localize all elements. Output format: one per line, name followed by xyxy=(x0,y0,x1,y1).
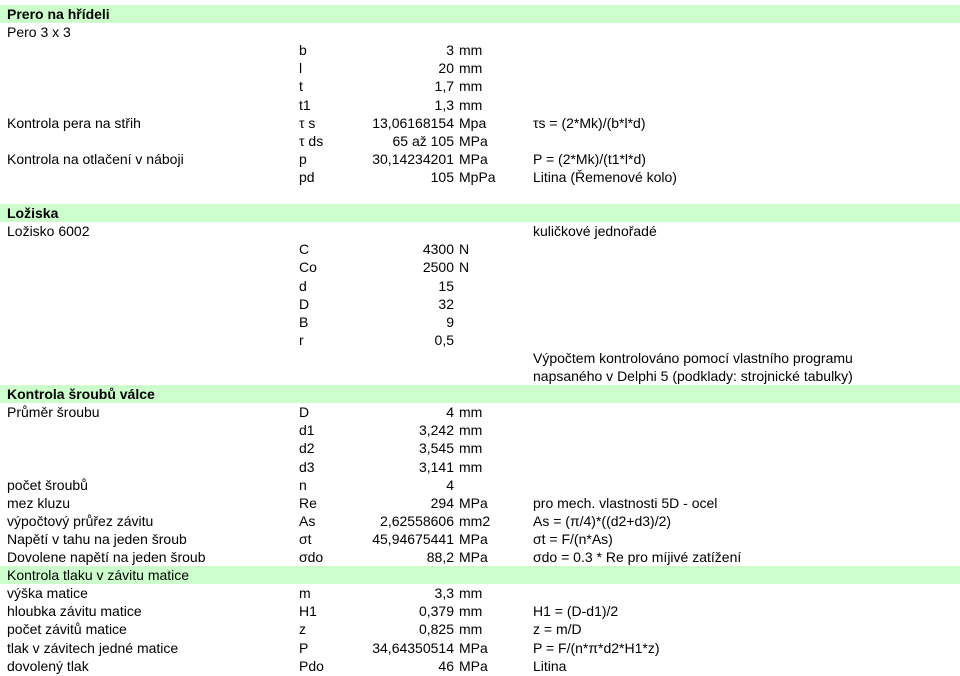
label-cell: Průměr šroubu xyxy=(7,404,100,421)
unit-cell: MPa xyxy=(459,530,488,547)
table-row xyxy=(0,59,960,77)
symbol-cell: l xyxy=(299,60,303,77)
note-cell: P = (2*Mk)/(t1*l*d) xyxy=(533,150,646,167)
label-cell: Kontrola tlaku v závitu matice xyxy=(7,567,190,584)
unit-cell: mm xyxy=(459,42,483,59)
value-cell: 0,5 xyxy=(434,331,454,348)
table-row xyxy=(0,494,960,512)
note-cell: σt = F/(n*As) xyxy=(533,530,613,547)
unit-cell: N xyxy=(459,259,470,276)
label-cell: výška matice xyxy=(7,585,88,602)
label-cell: hloubka závitu matice xyxy=(7,603,142,620)
label-cell: Napětí v tahu na jeden šroub xyxy=(7,530,187,547)
table-row xyxy=(0,512,960,530)
unit-cell: mm2 xyxy=(459,512,491,529)
value-cell: 3,545 xyxy=(418,440,454,457)
table-row xyxy=(0,421,960,439)
table-row xyxy=(0,367,960,385)
table-row xyxy=(0,584,960,602)
table-row xyxy=(0,240,960,258)
value-cell: 3,3 xyxy=(434,585,454,602)
value-cell: 46 xyxy=(438,657,454,674)
section-header-row xyxy=(0,204,960,222)
note-cell: kuličkové jednořadé xyxy=(533,223,657,240)
table-row xyxy=(0,602,960,620)
value-cell: 2,62558606 xyxy=(380,512,454,529)
section-header-row xyxy=(0,5,960,23)
table-row xyxy=(0,548,960,566)
symbol-cell: p xyxy=(299,150,307,167)
table-row xyxy=(0,23,960,41)
symbol-cell: d3 xyxy=(299,458,315,475)
table-row xyxy=(0,530,960,548)
value-cell: 4 xyxy=(446,404,454,421)
note-cell: τs = (2*Mk)/(b*l*d) xyxy=(533,114,646,131)
value-cell: 65 až 105 xyxy=(392,132,454,149)
table-row xyxy=(0,41,960,59)
value-cell: 0,825 xyxy=(418,621,454,638)
note-cell: pro mech. vlastnosti 5D - ocel xyxy=(533,494,718,511)
unit-cell: MPa xyxy=(459,549,488,565)
unit-cell: MPa xyxy=(459,639,488,656)
symbol-cell: τ ds xyxy=(299,132,324,149)
symbol-cell: z xyxy=(299,621,306,638)
table-row xyxy=(0,222,960,240)
value-cell: 88,2 xyxy=(426,549,454,565)
table-row xyxy=(0,403,960,421)
unit-cell: MPa xyxy=(459,150,488,167)
label-cell: mez kluzu xyxy=(7,494,71,511)
note-cell: As = (π/4)*((d2+d3)/2) xyxy=(533,512,672,529)
note-cell: Výpočtem kontrolováno pomocí vlastního programu xyxy=(533,349,853,366)
label-cell: Ložiska xyxy=(7,205,59,222)
value-cell: 45,94675441 xyxy=(372,530,454,547)
label-cell: Kontrola šroubů válce xyxy=(7,386,155,403)
value-cell: 4300 xyxy=(422,241,454,258)
note-cell: napsaného v Delphi 5 (podklady: strojnické tabulky) xyxy=(533,368,853,384)
value-cell: 4 xyxy=(446,476,454,493)
value-cell: 30,14234201 xyxy=(372,150,454,167)
value-cell: 1,3 xyxy=(434,96,454,113)
value-cell: 20 xyxy=(438,60,454,77)
symbol-cell: τ s xyxy=(299,114,316,131)
symbol-cell: C xyxy=(299,241,310,258)
unit-cell: MPa xyxy=(459,494,488,511)
value-cell: 2500 xyxy=(422,259,454,276)
value-cell: 34,64350514 xyxy=(372,639,454,656)
table-row xyxy=(0,620,960,638)
unit-cell: MPa xyxy=(459,657,488,674)
label-cell: Kontrola pera na střih xyxy=(7,114,141,131)
symbol-cell: Pdo xyxy=(299,657,324,674)
symbol-cell: As xyxy=(299,512,316,529)
symbol-cell: pd xyxy=(299,168,315,185)
value-cell: 13,06168154 xyxy=(372,114,454,131)
table-row xyxy=(0,168,960,186)
value-cell: 0,379 xyxy=(418,603,454,620)
value-cell: 9 xyxy=(446,313,454,330)
table-row xyxy=(0,331,960,349)
value-cell: 32 xyxy=(438,295,454,312)
unit-cell: MpPa xyxy=(459,168,496,185)
symbol-cell: b xyxy=(299,42,307,59)
symbol-cell: Co xyxy=(299,259,317,276)
value-cell: 3 xyxy=(446,42,454,59)
table-row xyxy=(0,476,960,494)
symbol-cell: Re xyxy=(299,494,317,511)
table-row xyxy=(0,439,960,457)
note-cell: Litina xyxy=(533,657,567,674)
symbol-cell: B xyxy=(299,313,309,330)
label-cell: dovolený tlak xyxy=(7,657,89,674)
symbol-cell: m xyxy=(299,585,311,602)
unit-cell: Mpa xyxy=(459,114,487,131)
value-cell: 105 xyxy=(430,168,454,185)
unit-cell: mm xyxy=(459,458,483,475)
label-cell: Kontrola na otlačení v náboji xyxy=(7,150,184,167)
table-row xyxy=(0,458,960,476)
unit-cell: mm xyxy=(459,96,483,113)
table-row xyxy=(0,186,960,204)
table-row xyxy=(0,258,960,276)
unit-cell: mm xyxy=(459,422,483,439)
table-row xyxy=(0,657,960,675)
table-row xyxy=(0,295,960,313)
unit-cell: mm xyxy=(459,404,483,421)
unit-cell: mm xyxy=(459,585,483,602)
symbol-cell: r xyxy=(299,331,304,348)
unit-cell: mm xyxy=(459,603,483,620)
section-header-row xyxy=(0,385,960,403)
label-cell: Pero 3 x 3 xyxy=(7,24,71,41)
note-cell: σdo = 0.3 * Re pro míjivé zatížení xyxy=(533,549,742,565)
value-cell: 294 xyxy=(430,494,454,511)
label-cell: počet šroubů xyxy=(7,476,88,493)
label-cell: Dovolene napětí na jeden šroub xyxy=(7,549,206,565)
symbol-cell: d2 xyxy=(299,440,315,457)
value-cell: 3,141 xyxy=(418,458,454,475)
symbol-cell: t xyxy=(299,78,303,95)
symbol-cell: D xyxy=(299,295,310,312)
label-cell: Prero na hřídeli xyxy=(7,6,110,22)
unit-cell: mm xyxy=(459,440,483,457)
table-row xyxy=(0,77,960,95)
symbol-cell: t1 xyxy=(299,96,311,113)
symbol-cell: d xyxy=(299,277,307,294)
symbol-cell: D xyxy=(299,404,310,421)
note-cell: P = F/(n*π*d2*H1*z) xyxy=(533,639,660,656)
symbol-cell: σdo xyxy=(299,549,324,565)
symbol-cell: n xyxy=(299,476,307,493)
symbol-cell: σt xyxy=(299,530,312,547)
unit-cell: MPa xyxy=(459,132,488,149)
symbol-cell: P xyxy=(299,639,309,656)
symbol-cell: d1 xyxy=(299,422,315,439)
note-cell: H1 = (D-d1)/2 xyxy=(533,603,619,620)
unit-cell: mm xyxy=(459,78,483,95)
unit-cell: N xyxy=(459,241,470,258)
label-cell: počet závitů matice xyxy=(7,621,127,638)
value-cell: 1,7 xyxy=(434,78,454,95)
unit-cell: mm xyxy=(459,621,483,638)
table-row xyxy=(0,114,960,132)
label-cell: výpočtový průřez závitu xyxy=(7,512,154,529)
table-row xyxy=(0,150,960,168)
table-row xyxy=(0,313,960,331)
note-cell: Litina (Řemenové kolo) xyxy=(533,168,677,185)
note-cell: z = m/D xyxy=(533,621,582,638)
symbol-cell: H1 xyxy=(299,603,317,620)
table-row xyxy=(0,132,960,150)
table-row xyxy=(0,349,960,367)
table-row xyxy=(0,639,960,657)
section-header-row xyxy=(0,566,960,584)
label-cell: tlak v závitech jedné matice xyxy=(7,639,179,656)
label-cell: Ložisko 6002 xyxy=(7,223,90,240)
table-row xyxy=(0,277,960,295)
value-cell: 3,242 xyxy=(418,422,454,439)
unit-cell: mm xyxy=(459,60,483,77)
table-row xyxy=(0,96,960,114)
value-cell: 15 xyxy=(438,277,454,294)
